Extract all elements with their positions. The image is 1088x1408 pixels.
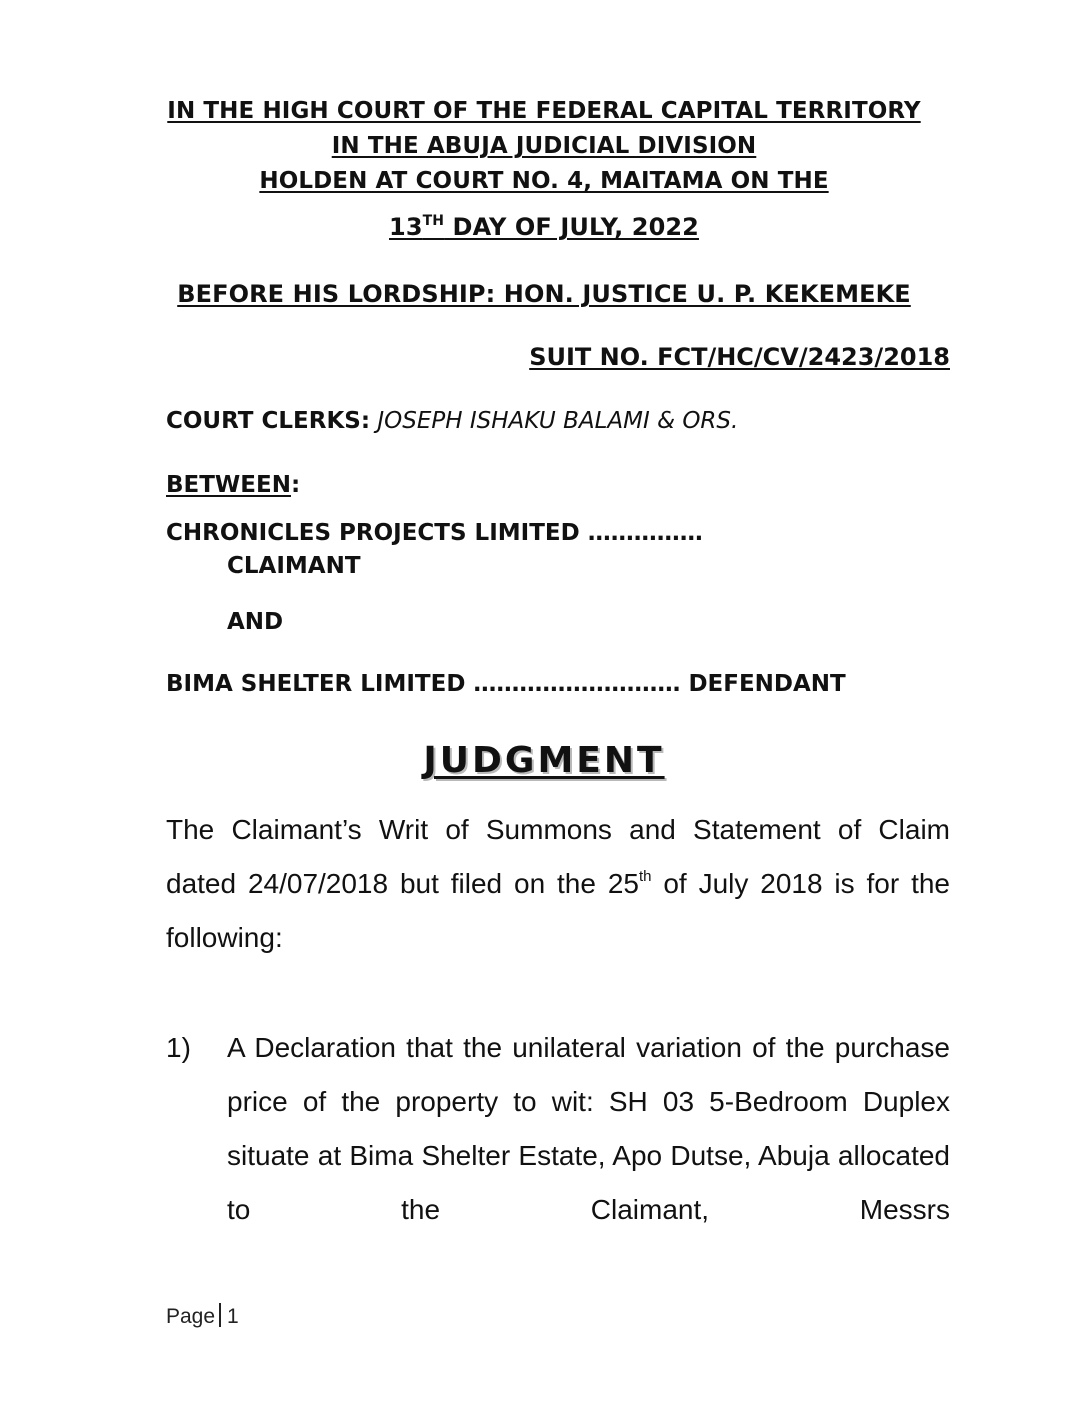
court-clerks-label: COURT CLERKS: xyxy=(166,408,371,434)
between-label: BETWEEN xyxy=(166,472,291,498)
intro-superscript: th xyxy=(638,868,652,885)
intro-text-before: The Claimant’s Writ of Summons and Statement of Claim dated 24/07/2018 but filed on the 25 xyxy=(166,814,950,899)
defendant-line: BIMA SHELTER LIMITED ……………………… DEFENDANT xyxy=(166,671,846,697)
court-clerks xyxy=(166,408,738,434)
date-day: 13 xyxy=(389,213,423,241)
intro-paragraph xyxy=(166,803,950,965)
claimant-name: CHRONICLES PROJECTS LIMITED …………… xyxy=(166,520,703,546)
list-item-text: A Declaration that the unilateral variation of the purchase price of the property to wit: SH 03 5-Bedroom Duplex situate at Bima Shelter Estate, Apo Dutse, Abuja allocated to the Claimant, Messrs xyxy=(227,1032,950,1225)
claimant-role: CLAIMANT xyxy=(227,553,361,579)
court-header-line-1: IN THE HIGH COURT OF THE FEDERAL CAPITAL TERRITORY xyxy=(167,98,921,124)
between-colon: : xyxy=(290,472,301,498)
judgment-date xyxy=(0,213,1088,241)
judgment-title: JUDGMENT xyxy=(423,740,665,781)
page-number: 1 xyxy=(227,1305,239,1328)
court-header-line-3: HOLDEN AT COURT NO. 4, MAITAMA ON THE xyxy=(259,168,829,194)
presiding-judge: BEFORE HIS LORDSHIP: HON. JUSTICE U. P. KEKEMEKE xyxy=(177,280,911,308)
between-heading xyxy=(166,472,300,498)
date-suffix: TH xyxy=(422,213,445,229)
court-clerks-names: JOSEPH ISHAKU BALAMI & ORS. xyxy=(377,408,739,434)
date-rest: DAY OF JULY, 2022 xyxy=(444,213,699,241)
page-separator xyxy=(219,1303,221,1327)
court-header-line-2: IN THE ABUJA JUDICIAL DIVISION xyxy=(331,133,757,159)
intro-text-after: of July 2018 is for the following: xyxy=(166,868,950,953)
page-label: Page xyxy=(166,1305,216,1328)
suit-number: SUIT NO. FCT/HC/CV/2423/2018 xyxy=(529,343,950,371)
list-item-number: 1) xyxy=(166,1032,191,1063)
and-connector: AND xyxy=(227,609,284,635)
page-footer xyxy=(166,1303,239,1329)
